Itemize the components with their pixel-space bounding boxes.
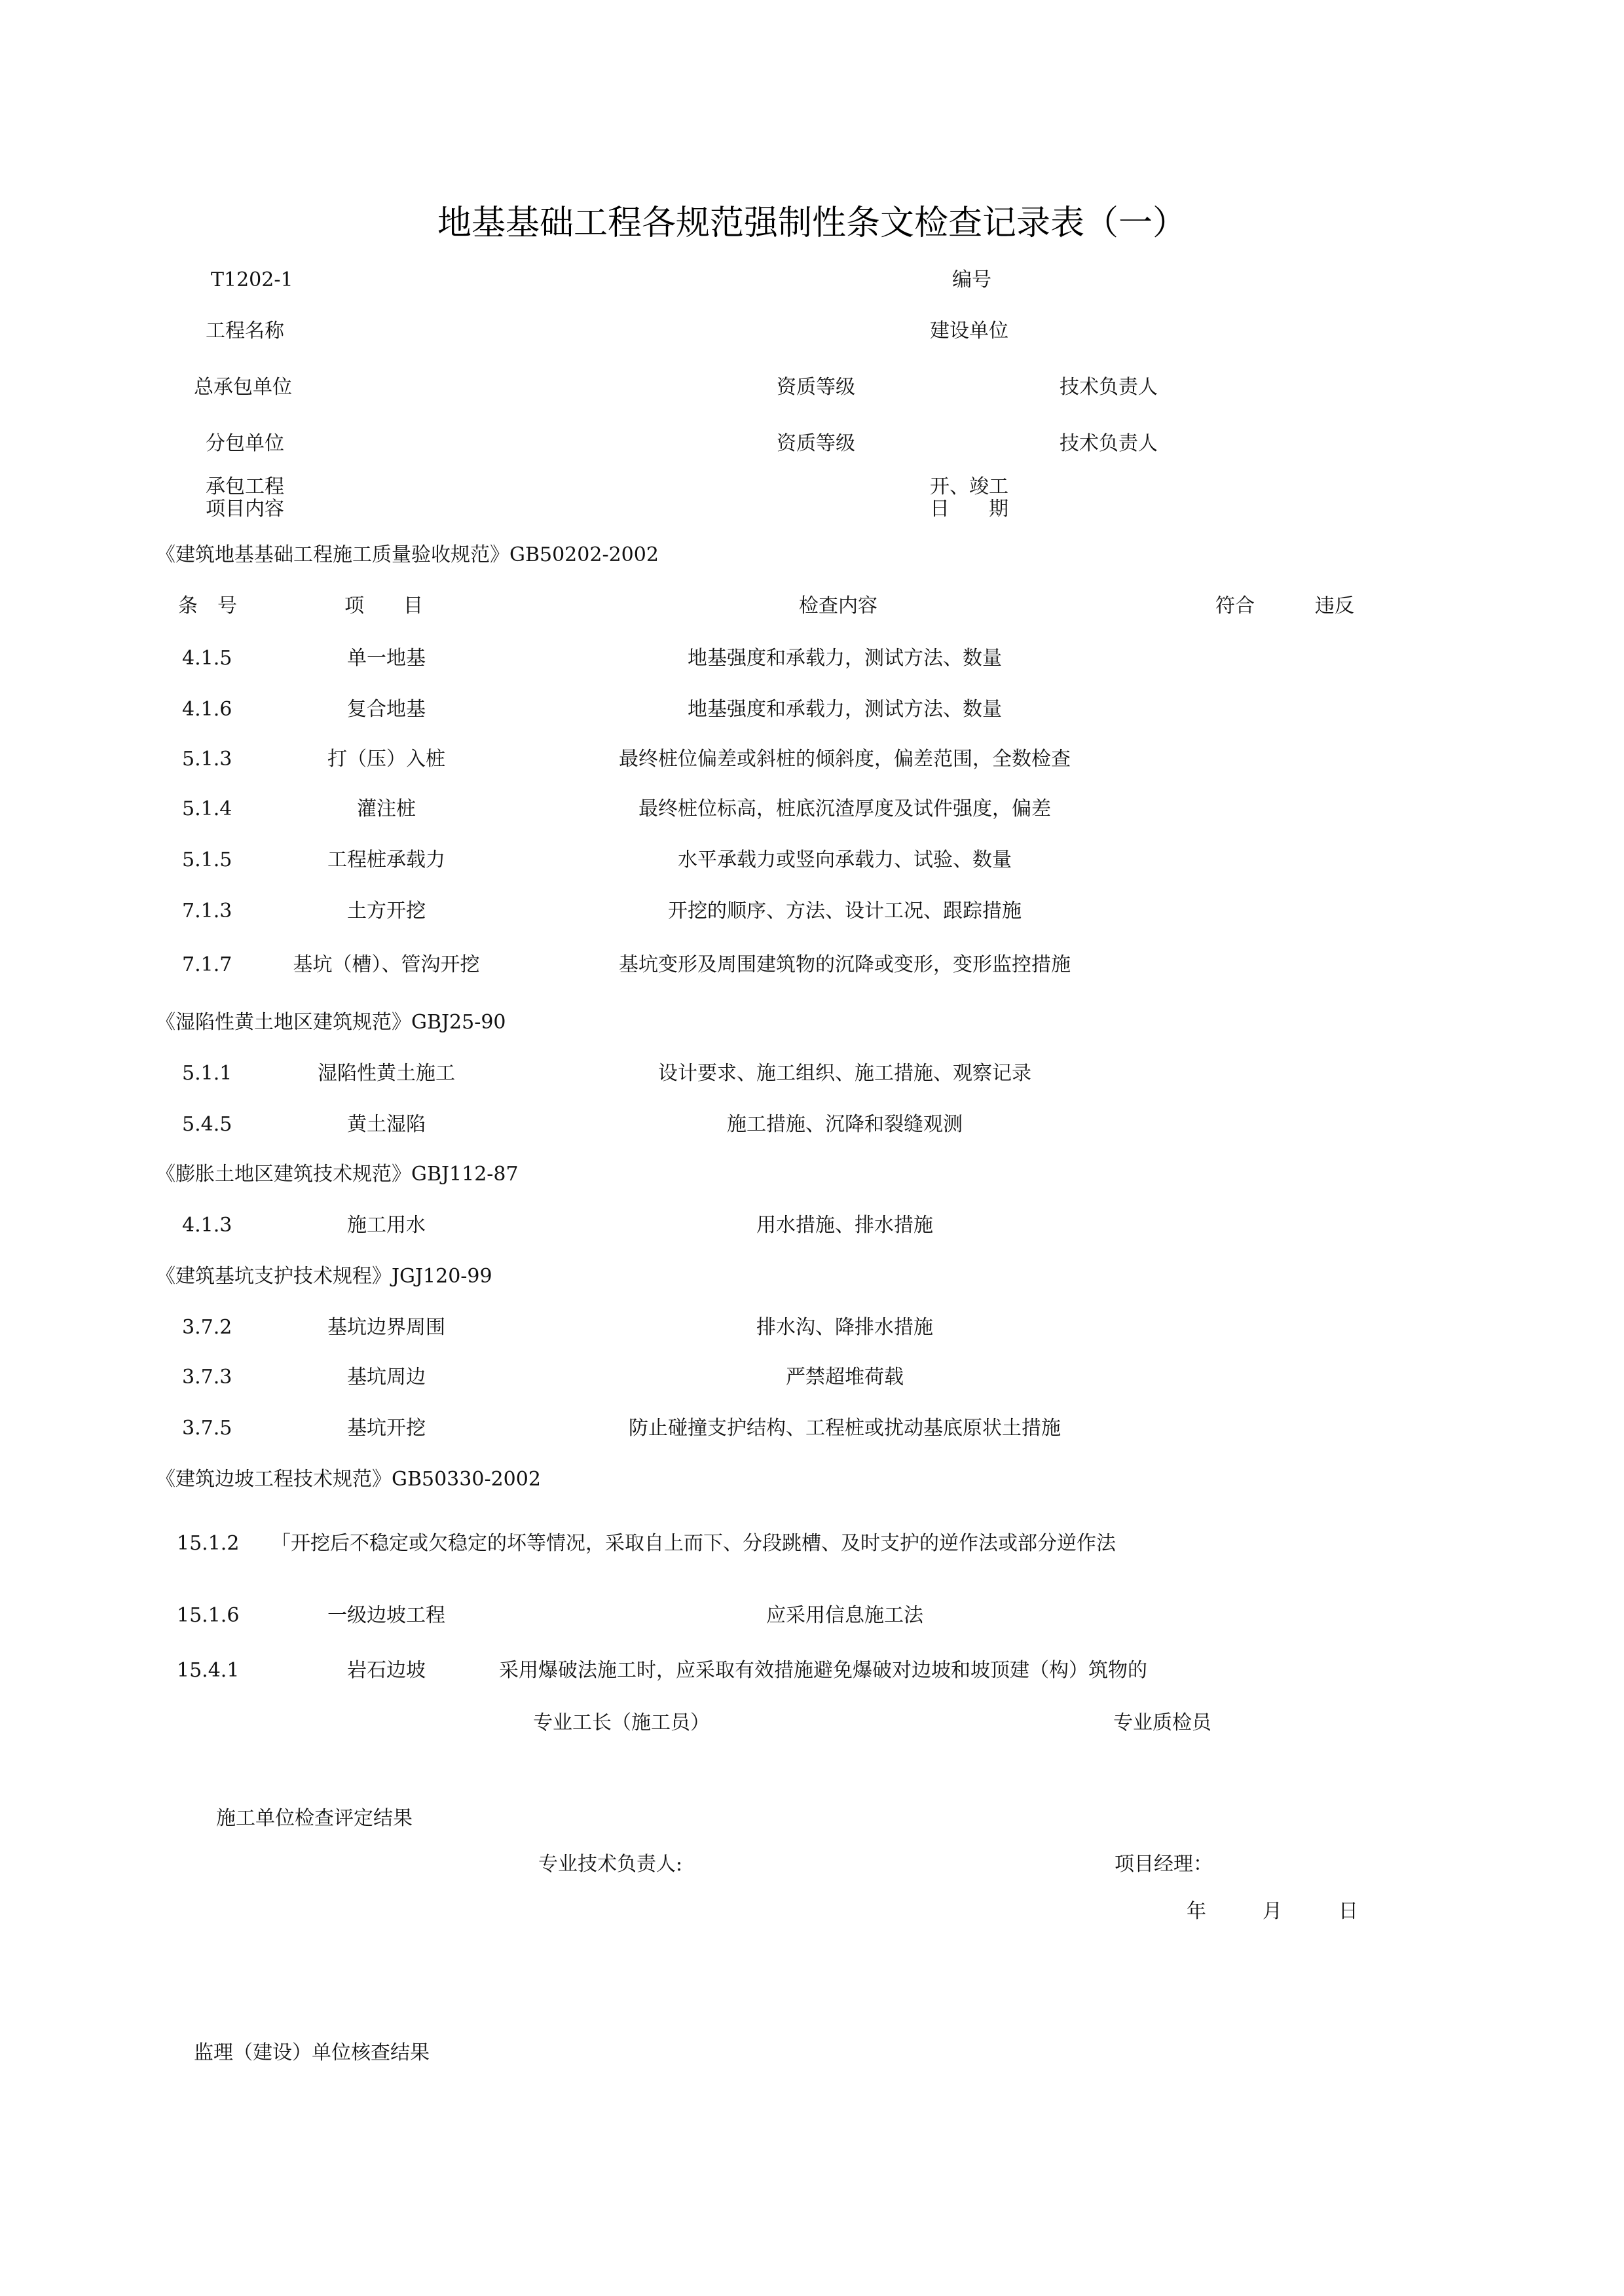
check-content: 「开挖后不稳定或欠稳定的坏等情况，采取自上而下、分段跳槽、及时支护的逆作法或部分逆作法 [271,1532,1116,1555]
check-content: 用水措施、排水措施 [756,1214,933,1237]
check-content: 最终桩位偏差或斜桩的倾斜度，偏差范围，全数检查 [619,748,1071,771]
start-end-date-label: 开、竣工 日 期 [930,475,1008,520]
general-contractor-label: 总承包单位 [194,376,292,399]
clause-number: 4.1.3 [182,1214,232,1237]
contract-project-label: 承包工程 项目内容 [206,475,284,520]
clause-number: 7.1.7 [182,953,232,976]
construction-unit-label: 建设单位 [930,319,1008,342]
clause-number: 5.1.4 [182,797,232,820]
page-title: 地基基础工程各规范强制性条文检查记录表（一） [437,204,1187,243]
column-header-content: 检查内容 [799,594,877,617]
check-content: 严禁超堆荷载 [786,1366,904,1389]
clause-number: 5.1.5 [182,848,232,871]
clause-number: 3.7.5 [182,1417,232,1440]
section-title: 《建筑地基基础工程施工质量验收规范》GB50202-2002 [156,543,659,566]
form-code: T1202-1 [211,268,293,291]
column-header-item: 项 目 [344,594,423,617]
item-name: 单一地基 [347,647,426,670]
qualification-label: 资质等级 [777,376,855,399]
check-content: 水平承载力或竖向承载力、试验、数量 [678,848,1012,871]
clause-number: 4.1.5 [182,647,232,670]
clause-number: 5.1.1 [182,1062,232,1085]
clause-number: 4.1.6 [182,698,232,721]
year-label: 年 [1187,1900,1206,1923]
item-name: 灌注桩 [357,797,416,820]
clause-number: 15.1.6 [177,1604,240,1627]
subcontractor-label: 分包单位 [206,432,284,455]
check-content: 设计要求、施工组织、施工措施、观察记录 [658,1062,1031,1085]
serial-label: 编号 [952,268,991,291]
tech-lead-label: 技术负责人 [1060,376,1158,399]
clause-number: 5.4.5 [182,1113,232,1136]
clause-number: 5.1.3 [182,748,232,771]
section-title: 《建筑基坑支护技术规程》JGJ120-99 [156,1265,492,1288]
tech-lead-signature-label: 专业技术负责人: [538,1853,683,1876]
item-name: 岩石边坡 [347,1659,426,1682]
column-header-clause: 条 号 [178,594,237,617]
project-name-label: 工程名称 [206,319,284,342]
check-content: 防止碰撞支护结构、工程桩或扰动基底原状土措施 [629,1417,1061,1440]
supervision-result-label: 监理（建设）单位核查结果 [194,2041,430,2064]
check-content: 地基强度和承载力，测试方法、数量 [688,698,1002,721]
check-content: 排水沟、降排水措施 [756,1316,933,1339]
project-manager-label: 项目经理： [1115,1853,1213,1876]
item-name: 一级边坡工程 [327,1604,445,1627]
item-name: 基坑开挖 [347,1417,426,1440]
check-content: 采用爆破法施工时，应采取有效措施避免爆破对边坡和坡顶建（构）筑物的 [499,1659,1147,1682]
column-header-conform: 符合 [1215,594,1255,617]
section-title: 《建筑边坡工程技术规范》GB50330-2002 [156,1468,541,1491]
qualification-label: 资质等级 [777,432,855,455]
construction-result-label: 施工单位检查评定结果 [216,1807,413,1830]
day-label: 日 [1338,1900,1358,1923]
check-content: 施工措施、沉降和裂缝观测 [727,1113,963,1136]
month-label: 月 [1263,1900,1282,1923]
item-name: 工程桩承载力 [327,848,445,871]
item-name: 黄土湿陷 [347,1113,426,1136]
section-title: 《膨胀土地区建筑技术规范》GBJ112-87 [156,1163,519,1186]
clause-number: 15.1.2 [177,1532,240,1555]
clause-number: 15.4.1 [177,1659,240,1682]
check-content: 地基强度和承载力，测试方法、数量 [688,647,1002,670]
item-name: 打（压）入桩 [327,748,445,771]
item-name: 基坑边界周围 [327,1316,445,1339]
item-name: 湿陷性黄土施工 [318,1062,455,1085]
column-header-violate: 违反 [1315,594,1354,617]
item-name: 基坑周边 [347,1366,426,1389]
item-name: 复合地基 [347,698,426,721]
clause-number: 7.1.3 [182,900,232,922]
tech-lead-label: 技术负责人 [1060,432,1158,455]
check-content: 开挖的顺序、方法、设计工况、跟踪措施 [668,900,1022,922]
clause-number: 3.7.3 [182,1366,232,1389]
item-name: 土方开挖 [347,900,426,922]
qc-inspector-label: 专业质检员 [1113,1711,1211,1734]
check-content: 基坑变形及周围建筑物的沉降或变形，变形监控措施 [619,953,1071,976]
clause-number: 3.7.2 [182,1316,232,1339]
item-name: 施工用水 [347,1214,426,1237]
item-name: 基坑（槽）、管沟开挖 [293,953,480,976]
check-content: 最终桩位标高，桩底沉渣厚度及试件强度，偏差 [638,797,1051,820]
foreman-label: 专业工长（施工员） [533,1711,710,1734]
check-content: 应采用信息施工法 [766,1604,923,1627]
section-title: 《湿陷性黄土地区建筑规范》GBJ25-90 [156,1011,506,1034]
